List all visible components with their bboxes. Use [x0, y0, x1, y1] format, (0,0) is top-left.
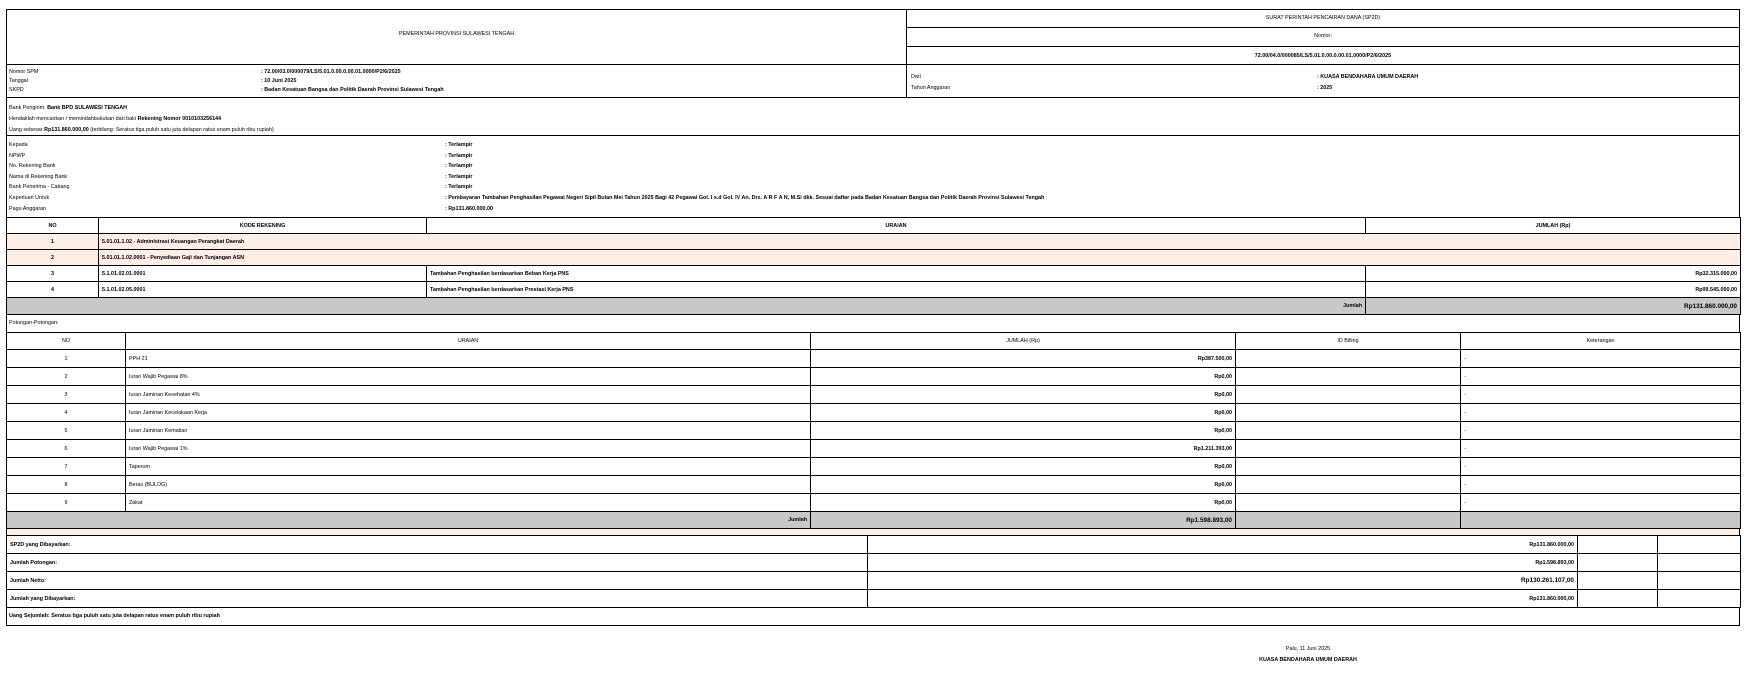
deduction-keterangan: - — [1461, 458, 1741, 476]
deduction-no: 6 — [7, 440, 126, 458]
deduction-total-value: Rp1.598.893,00 — [811, 512, 1236, 529]
summary-extra-2 — [1658, 536, 1741, 554]
deduction-billing — [1236, 350, 1461, 368]
account-no: 2 — [7, 250, 99, 266]
summary-label: Jumlah Potongan: — [7, 554, 868, 572]
deduction-uraian: Iuran Wajib Pegawai 1% — [126, 440, 811, 458]
deduction-uraian: Iuran Jaminan Kecelakaan Kerja — [126, 404, 811, 422]
deduction-no: 9 — [7, 494, 126, 512]
signature-title: KUASA BENDAHARA UMUM DAERAH — [1259, 657, 1357, 663]
nomor-value: 72.00/04.0/000085/LS/5.01.0.00.0.00.01.0000/P2/6/2025 — [1254, 53, 1392, 59]
account-kode: 5.01.01.1.02 - Administrasi Keuangan Perangkat Daerah — [99, 234, 1741, 250]
summary-value: Rp1.598.893,00 — [868, 554, 1578, 572]
instruction-text: Hendaklah mencairkan / memindahbukukan dari baki — [9, 116, 138, 122]
account-header-row — [7, 218, 1741, 234]
uang-terbilang: (terbilang: Seratus tiga puluh satu juta delapan ratus enam puluh ribu rupiah) — [88, 127, 274, 133]
summary-value: Rp130.261.107,00 — [868, 572, 1578, 590]
deduction-billing — [1236, 458, 1461, 476]
sp2d-title-box — [906, 10, 1739, 65]
terbilang-text: Uang Sejumlah: Seratus tiga puluh satu juta delapan ratus enam puluh ribu rupiah — [9, 613, 220, 619]
account-total-label: Jumlah — [7, 298, 1366, 315]
dari-label: Dari — [911, 74, 921, 80]
recipient-value: : Pembayaran Tambahan Penghasilan Pegawai Negeri Sipil Bulan Mei Tahun 2025 Bagi 42 Pegawai Gol. I s.d Gol. IV An. Drs. A R F A N, M.Si dkk. Sesuai daftar pada Badan Kesatuan Bangsa dan Politik Daerah Provinsi Sulawesi Tengah — [445, 194, 1045, 201]
account-kode: 5.1.01.02.01.0001 — [99, 266, 427, 282]
summary-label: Jumlah Netto: — [7, 572, 868, 590]
deduction-uraian: Beras (BULOG) — [126, 476, 811, 494]
sp2d-title: SURAT PERINTAH PENCAIRAN DANA (SP2D) — [907, 10, 1739, 28]
deduction-no: 8 — [7, 476, 126, 494]
uang-prefix: Uang sebesar — [9, 127, 45, 133]
bank-pengirim — [9, 103, 274, 114]
deduction-jumlah: Rp0,00 — [811, 494, 1236, 512]
tahun-label: Tahun Anggaran — [911, 85, 951, 91]
summary-extra-2 — [1658, 590, 1741, 608]
deduction-header-row — [7, 333, 1741, 350]
bank-pengirim-value: Bank BPD SULAWESI TENGAH — [47, 105, 128, 111]
deduction-uraian: PPH 21 — [126, 350, 811, 368]
summary-row — [7, 536, 1741, 554]
deduction-no: 3 — [7, 386, 126, 404]
deduction-billing — [1236, 368, 1461, 386]
summary-label: Jumlah yang Dibayarkan: — [7, 590, 868, 608]
spm-info — [6, 64, 1740, 97]
recipient-value: : Terlampir — [445, 142, 473, 148]
recipient-label: Bank Penerima - Cabang — [9, 184, 70, 191]
account-no: 1 — [7, 234, 99, 250]
government-title: PEMERINTAH PROVINSI SULAWESI TENGAH — [398, 31, 515, 37]
account-total-value: Rp131.860.000,00 — [1366, 298, 1741, 315]
recipient-value: : Terlampir — [445, 152, 473, 159]
deduction-keterangan: - — [1461, 476, 1741, 494]
recipient-label: Pagu Anggaran — [9, 205, 47, 212]
tanggal-label: Tanggal — [9, 78, 28, 84]
summary-row — [7, 554, 1741, 572]
bank-instruction — [6, 97, 1740, 135]
summary-extra-1 — [1578, 536, 1658, 554]
deduction-uraian: Taperum — [126, 458, 811, 476]
deductions-title: Potongan-Potongan: — [9, 320, 59, 326]
deduction-jumlah: Rp0,00 — [811, 368, 1236, 386]
deduction-billing — [1236, 386, 1461, 404]
recipient-value: : Terlampir — [445, 173, 473, 180]
recipient-label: NPWP — [9, 152, 26, 159]
summary-row — [7, 572, 1741, 590]
deduction-row — [7, 458, 1741, 476]
deduction-billing — [1236, 440, 1461, 458]
recipient-value: : Terlampir — [445, 163, 473, 170]
account-row — [7, 282, 1741, 298]
recipient-value: : Rp131.860.000,00 — [445, 205, 493, 212]
skpd-label: SKPD — [9, 87, 24, 93]
deduction-header-cell: NO — [7, 333, 126, 350]
account-total-row — [7, 298, 1741, 315]
bank-pengirim-label: Bank Pengirim: — [9, 105, 48, 111]
recipient-label: No. Rekening Bank — [9, 163, 56, 170]
deduction-uraian: Iuran Wajib Pegawai 8% — [126, 368, 811, 386]
nomor-label: Nomor: — [907, 28, 1739, 47]
terbilang-box — [6, 608, 1740, 626]
deduction-row — [7, 476, 1741, 494]
deduction-billing — [1236, 422, 1461, 440]
account-uraian: Tambahan Penghasilan berdasarkan Beban Kerja PNS — [427, 266, 1366, 282]
summary-extra-2 — [1658, 554, 1741, 572]
deduction-jumlah: Rp0,00 — [811, 458, 1236, 476]
account-header-cell: KODE REKENING — [99, 218, 427, 234]
account-no: 3 — [7, 266, 99, 282]
deduction-billing — [1236, 404, 1461, 422]
deduction-no: 2 — [7, 368, 126, 386]
deduction-total-billing — [1236, 512, 1461, 529]
recipient-label: Kepada — [9, 142, 28, 148]
deduction-keterangan: - — [1461, 422, 1741, 440]
dari-value: : KUASA BENDAHARA UMUM DAERAH — [1317, 74, 1419, 80]
deduction-no: 5 — [7, 422, 126, 440]
recipient-label: Nama di Rekening Bank — [9, 173, 68, 180]
deduction-jumlah: Rp0,00 — [811, 404, 1236, 422]
account-no: 4 — [7, 282, 99, 298]
nomor-spm-value: : 72.00/03.0/000079/LS/5.01.0.00.0.00.01.0000/P2/6/2025 — [261, 69, 401, 75]
deduction-header-cell: JUMLAH (Rp) — [811, 333, 1236, 350]
deduction-billing — [1236, 494, 1461, 512]
skpd-value: : Badan Kesatuan Bangsa dan Politik Daerah Provinsi Sulawesi Tengah — [261, 87, 444, 93]
deduction-row — [7, 368, 1741, 386]
account-row — [7, 250, 1741, 266]
deduction-header-cell: ID Billing — [1236, 333, 1461, 350]
deduction-header-cell: URAIAN — [126, 333, 811, 350]
deduction-keterangan: - — [1461, 404, 1741, 422]
deduction-keterangan: - — [1461, 368, 1741, 386]
deduction-keterangan: - — [1461, 386, 1741, 404]
rekening-instruction — [9, 114, 274, 125]
summary-value: Rp131.860.000,00 — [868, 536, 1578, 554]
recipient-value: : Terlampir — [445, 184, 473, 191]
tahun-value: : 2025 — [1317, 85, 1333, 91]
deductions-table — [6, 332, 1741, 529]
rekening-nomor: Rekening Nomor 0010103256144 — [137, 116, 222, 122]
account-row — [7, 234, 1741, 250]
account-jumlah: Rp32.315.000,00 — [1366, 266, 1741, 282]
deduction-no: 1 — [7, 350, 126, 368]
sp2d-document — [6, 9, 1740, 663]
deduction-uraian: Iuran Jaminan Kesehatan 4% — [126, 386, 811, 404]
deduction-row — [7, 494, 1741, 512]
nomor-spm-label: Nomor SPM — [9, 69, 39, 75]
deduction-jumlah: Rp0,00 — [811, 386, 1236, 404]
deduction-row — [7, 386, 1741, 404]
recipient-label: Keperluan Untuk — [9, 194, 50, 201]
summary-table — [6, 535, 1741, 608]
deduction-total-keterangan — [1461, 512, 1741, 529]
tanggal-value: : 10 Juni 2025 — [261, 78, 297, 84]
deduction-uraian: Iuran Jaminan Kematian — [126, 422, 811, 440]
summary-extra-1 — [1578, 572, 1658, 590]
deductions-title-box — [6, 315, 1740, 332]
deduction-jumlah: Rp1.211.393,00 — [811, 440, 1236, 458]
signature-place-date: Palu, 11 Juni 2025 — [1285, 646, 1331, 652]
account-header-cell: URAIAN — [427, 218, 1366, 234]
account-uraian: Tambahan Penghasilan berdasarkan Prestasi Kerja PNS — [427, 282, 1366, 298]
summary-row — [7, 590, 1741, 608]
account-row — [7, 266, 1741, 282]
deduction-billing — [1236, 476, 1461, 494]
summary-value: Rp131.860.000,00 — [868, 590, 1578, 608]
deduction-keterangan: - — [1461, 350, 1741, 368]
deduction-no: 7 — [7, 458, 126, 476]
recipient-info — [6, 135, 1740, 217]
deduction-row — [7, 404, 1741, 422]
signature-block — [6, 626, 1740, 663]
deduction-uraian: Zakat — [126, 494, 811, 512]
deduction-jumlah: Rp0,00 — [811, 422, 1236, 440]
uang-value: Rp131.860.000,00 — [44, 127, 89, 133]
deduction-row — [7, 350, 1741, 368]
deduction-jumlah: Rp0,00 — [811, 476, 1236, 494]
account-header-cell: NO — [7, 218, 99, 234]
summary-extra-1 — [1578, 590, 1658, 608]
deduction-row — [7, 422, 1741, 440]
deduction-total-row — [7, 512, 1741, 529]
document-header — [6, 9, 1740, 64]
account-kode: 5.01.01.1.02.0001 - Penyediaan Gaji dan Tunjangan ASN — [99, 250, 1741, 266]
deduction-keterangan: - — [1461, 440, 1741, 458]
account-jumlah: Rp99.545.000,00 — [1366, 282, 1741, 298]
account-kode: 5.1.01.02.05.0001 — [99, 282, 427, 298]
deduction-keterangan: - — [1461, 494, 1741, 512]
account-table — [6, 217, 1741, 315]
account-header-cell: JUMLAH (Rp) — [1366, 218, 1741, 234]
summary-extra-2 — [1658, 572, 1741, 590]
deduction-header-cell: Keterangan — [1461, 333, 1741, 350]
spacer-row — [6, 529, 1740, 535]
summary-extra-1 — [1578, 554, 1658, 572]
deduction-jumlah: Rp387.500,00 — [811, 350, 1236, 368]
summary-label: SP2D yang Dibayarkan: — [7, 536, 868, 554]
deduction-no: 4 — [7, 404, 126, 422]
deduction-row — [7, 440, 1741, 458]
deduction-total-label: Jumlah — [7, 512, 811, 529]
